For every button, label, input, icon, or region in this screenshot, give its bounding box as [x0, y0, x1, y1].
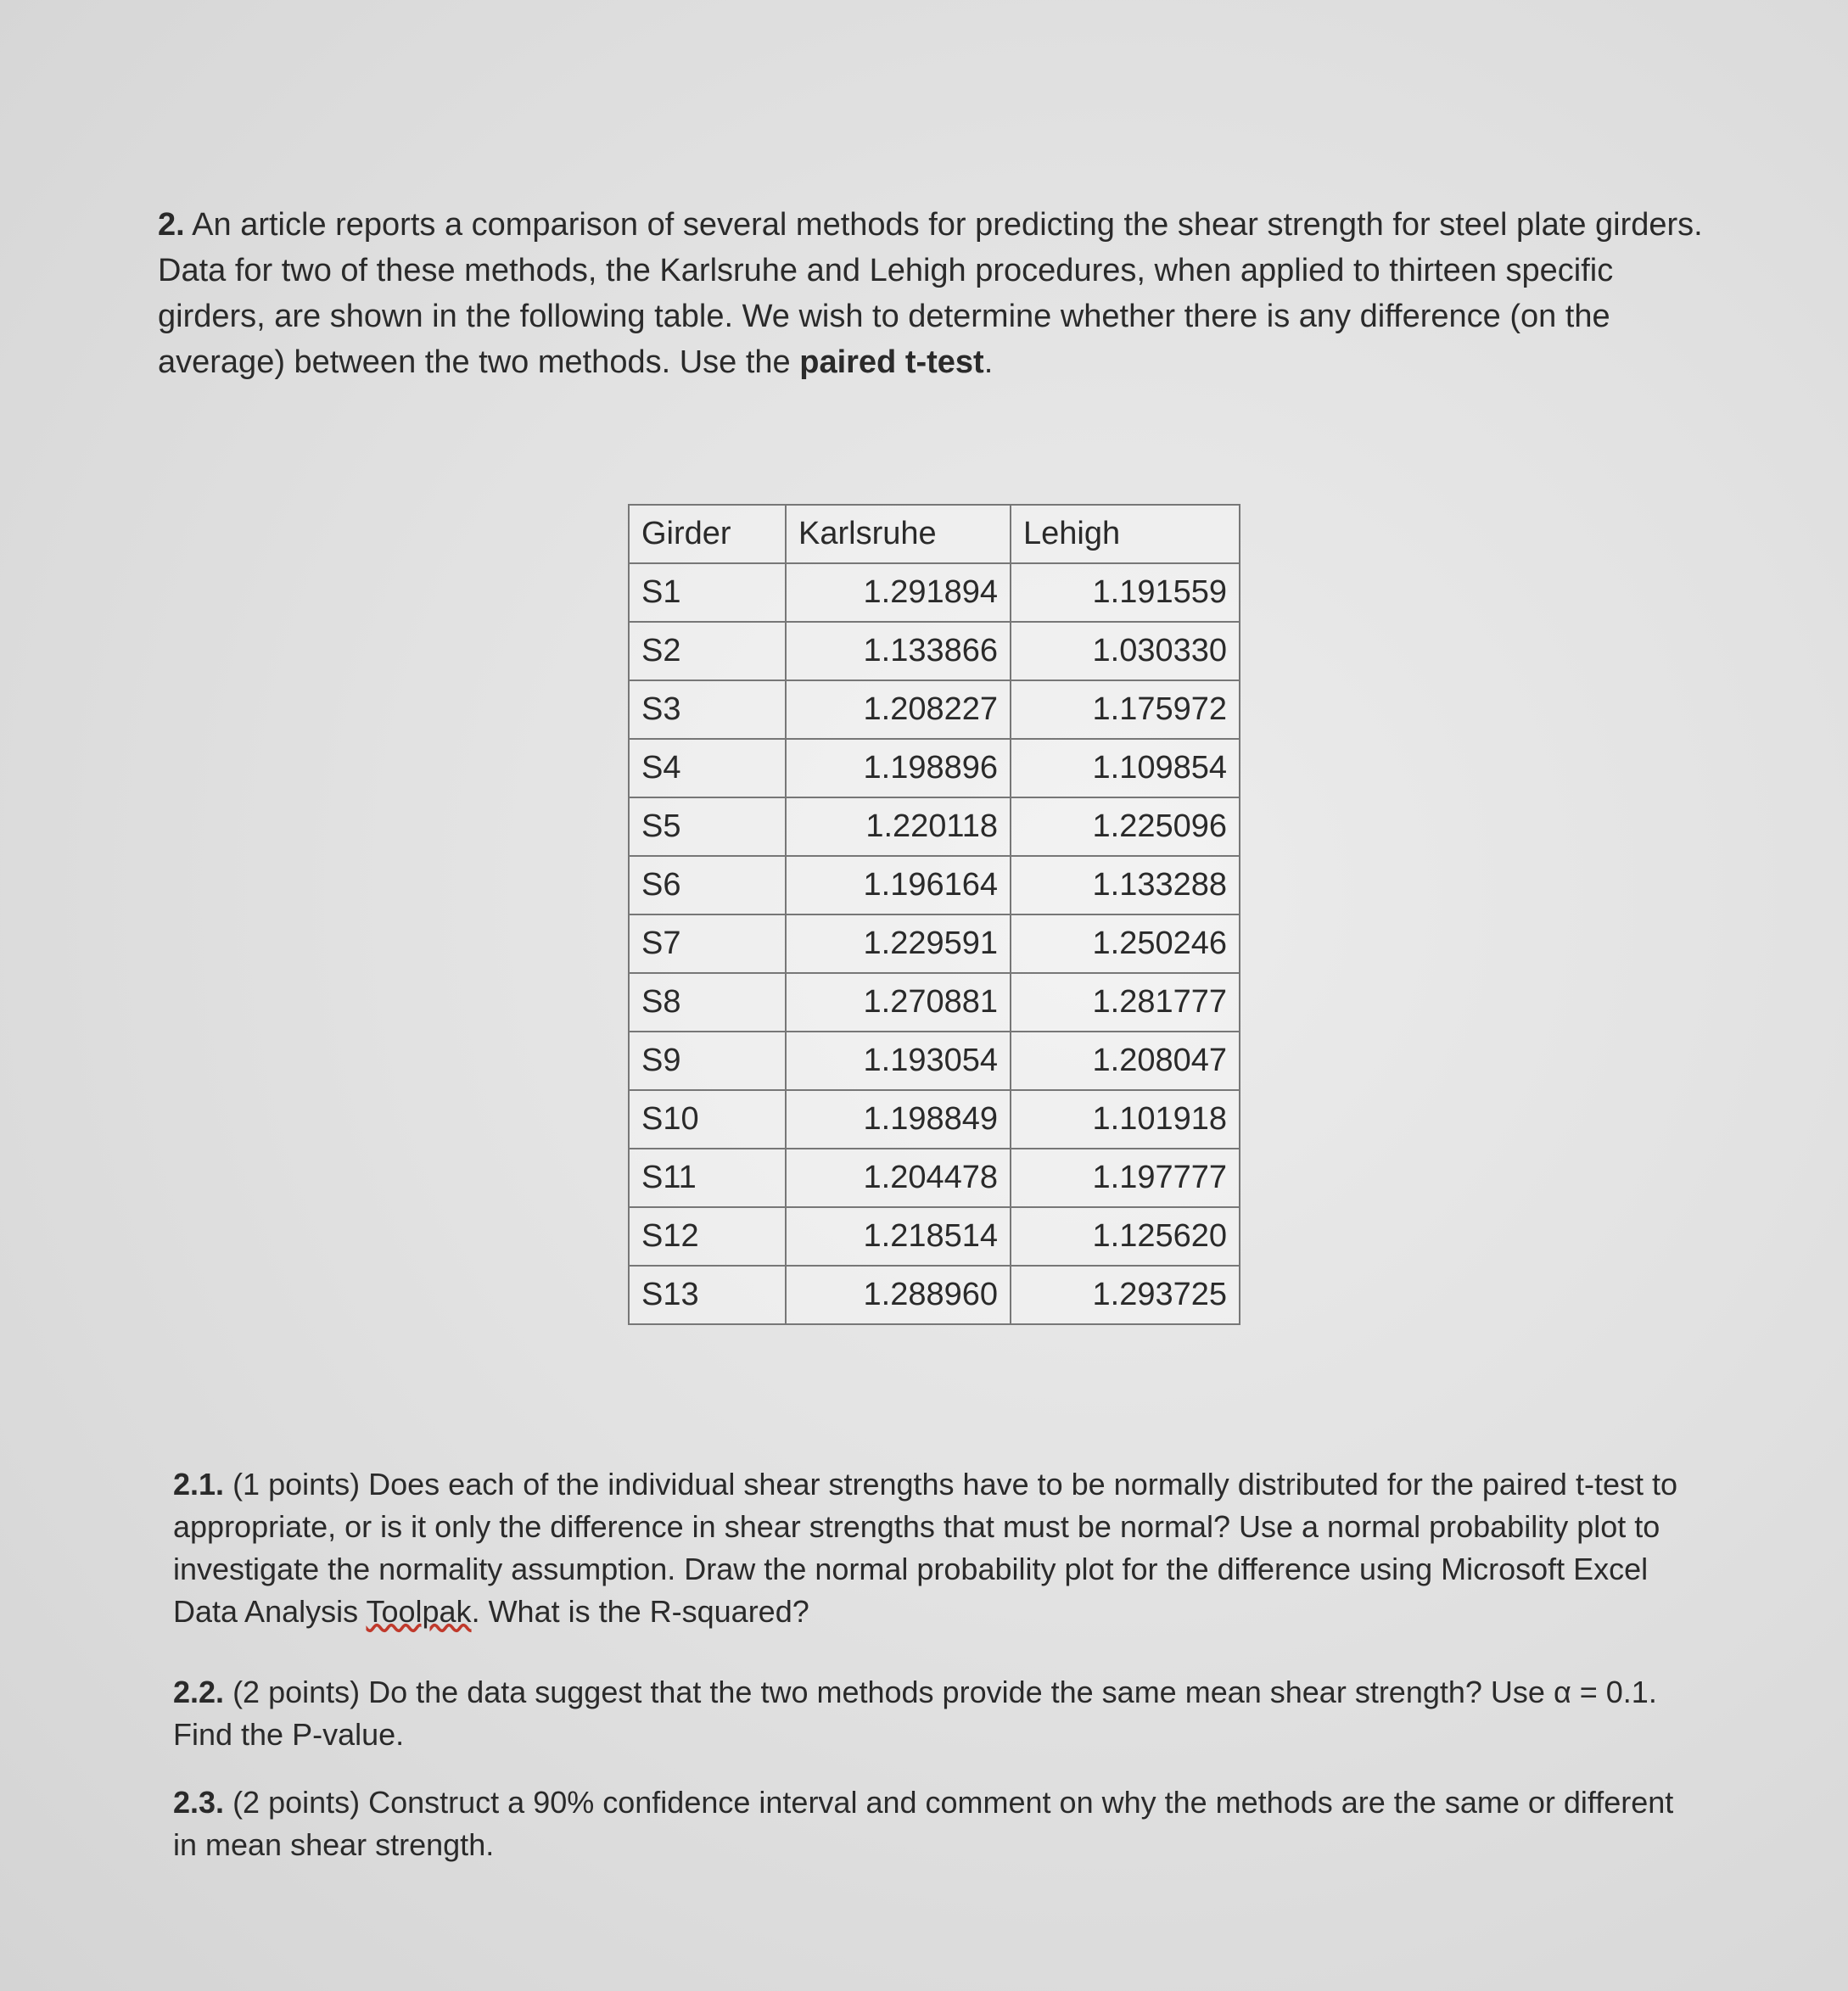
lehigh-cell: 1.133288 — [1011, 856, 1240, 914]
karlsruhe-cell: 1.270881 — [786, 973, 1011, 1032]
question-text-end: . What is the R-squared? — [471, 1594, 809, 1629]
table-row — [629, 914, 1240, 973]
lehigh-cell: 1.191559 — [1011, 563, 1240, 622]
table-row — [629, 563, 1240, 622]
girder-cell: S9 — [629, 1032, 786, 1090]
girder-cell: S13 — [629, 1266, 786, 1324]
problem-intro — [158, 202, 1711, 385]
karlsruhe-cell: 1.208227 — [786, 680, 1011, 739]
question-2-2 — [173, 1671, 1700, 1756]
girder-cell: S4 — [629, 739, 786, 797]
girder-cell: S5 — [629, 797, 786, 856]
table-row — [629, 1032, 1240, 1090]
header-lehigh: Lehigh — [1011, 505, 1240, 563]
karlsruhe-cell: 1.198849 — [786, 1090, 1011, 1149]
question-number: 2.1. — [173, 1467, 225, 1502]
table-row — [629, 1149, 1240, 1207]
karlsruhe-cell: 1.193054 — [786, 1032, 1011, 1090]
karlsruhe-cell: 1.133866 — [786, 622, 1011, 680]
table-row — [629, 739, 1240, 797]
lehigh-cell: 1.109854 — [1011, 739, 1240, 797]
question-text: (2 points) Do the data suggest that the two methods provide the same mean shear strength? Use α = 0.1. Find the P-value. — [173, 1675, 1657, 1752]
table-row — [629, 1266, 1240, 1324]
karlsruhe-cell: 1.220118 — [786, 797, 1011, 856]
lehigh-cell: 1.225096 — [1011, 797, 1240, 856]
table-header-row — [629, 505, 1240, 563]
lehigh-cell: 1.281777 — [1011, 973, 1240, 1032]
table-row — [629, 973, 1240, 1032]
karlsruhe-cell: 1.198896 — [786, 739, 1011, 797]
lehigh-cell: 1.250246 — [1011, 914, 1240, 973]
table-row — [629, 622, 1240, 680]
lehigh-cell: 1.030330 — [1011, 622, 1240, 680]
header-karlsruhe: Karlsruhe — [786, 505, 1011, 563]
question-2-3 — [173, 1781, 1700, 1866]
lehigh-cell: 1.293725 — [1011, 1266, 1240, 1324]
girder-cell: S6 — [629, 856, 786, 914]
table-row — [629, 856, 1240, 914]
karlsruhe-cell: 1.196164 — [786, 856, 1011, 914]
header-girder: Girder — [629, 505, 786, 563]
question-number: 2.2. — [173, 1675, 225, 1709]
lehigh-cell: 1.125620 — [1011, 1207, 1240, 1266]
table-row — [629, 680, 1240, 739]
girder-cell: S8 — [629, 973, 786, 1032]
lehigh-cell: 1.208047 — [1011, 1032, 1240, 1090]
question-text: (2 points) Construct a 90% confidence interval and comment on why the methods are the same or different in mean shear strength. — [173, 1785, 1674, 1862]
karlsruhe-cell: 1.204478 — [786, 1149, 1011, 1207]
karlsruhe-cell: 1.229591 — [786, 914, 1011, 973]
lehigh-cell: 1.101918 — [1011, 1090, 1240, 1149]
table-row — [629, 797, 1240, 856]
girder-cell: S12 — [629, 1207, 786, 1266]
girder-cell: S10 — [629, 1090, 786, 1149]
table-row — [629, 1207, 1240, 1266]
girder-cell: S2 — [629, 622, 786, 680]
question-number: 2.3. — [173, 1785, 225, 1820]
girder-cell: S3 — [629, 680, 786, 739]
question-text: (1 points) Does each of the individual shear strengths have to be normally distributed for the paired t-test to appropriate, or is it only the difference in shear strengths that must be normal? Use a normal probability plot to investigate the normality assumption. Draw the normal probability plot for the difference using Microsoft Excel Data Analysis — [173, 1467, 1677, 1629]
girder-cell: S1 — [629, 563, 786, 622]
toolpak-underlined-word: Toolpak — [366, 1594, 472, 1629]
girder-cell: S11 — [629, 1149, 786, 1207]
karlsruhe-cell: 1.218514 — [786, 1207, 1011, 1266]
table-row — [629, 1090, 1240, 1149]
karlsruhe-cell: 1.291894 — [786, 563, 1011, 622]
lehigh-cell: 1.197777 — [1011, 1149, 1240, 1207]
girder-data-table — [628, 504, 1240, 1325]
girder-cell: S7 — [629, 914, 786, 973]
intro-period: . — [983, 344, 994, 380]
intro-bold-text: paired t-test — [799, 344, 984, 380]
problem-number: 2. — [158, 207, 185, 243]
intro-text: An article reports a comparison of several methods for predicting the shear strength for steel plate girders. Data for two of these methods, the Karlsruhe and Lehigh procedures, when applied to thirteen specific girders, are shown in the following table. We wish to determine whether there is any difference (on the average) between the two methods. Use the — [158, 207, 1703, 380]
karlsruhe-cell: 1.288960 — [786, 1266, 1011, 1324]
question-2-1 — [173, 1463, 1700, 1633]
lehigh-cell: 1.175972 — [1011, 680, 1240, 739]
